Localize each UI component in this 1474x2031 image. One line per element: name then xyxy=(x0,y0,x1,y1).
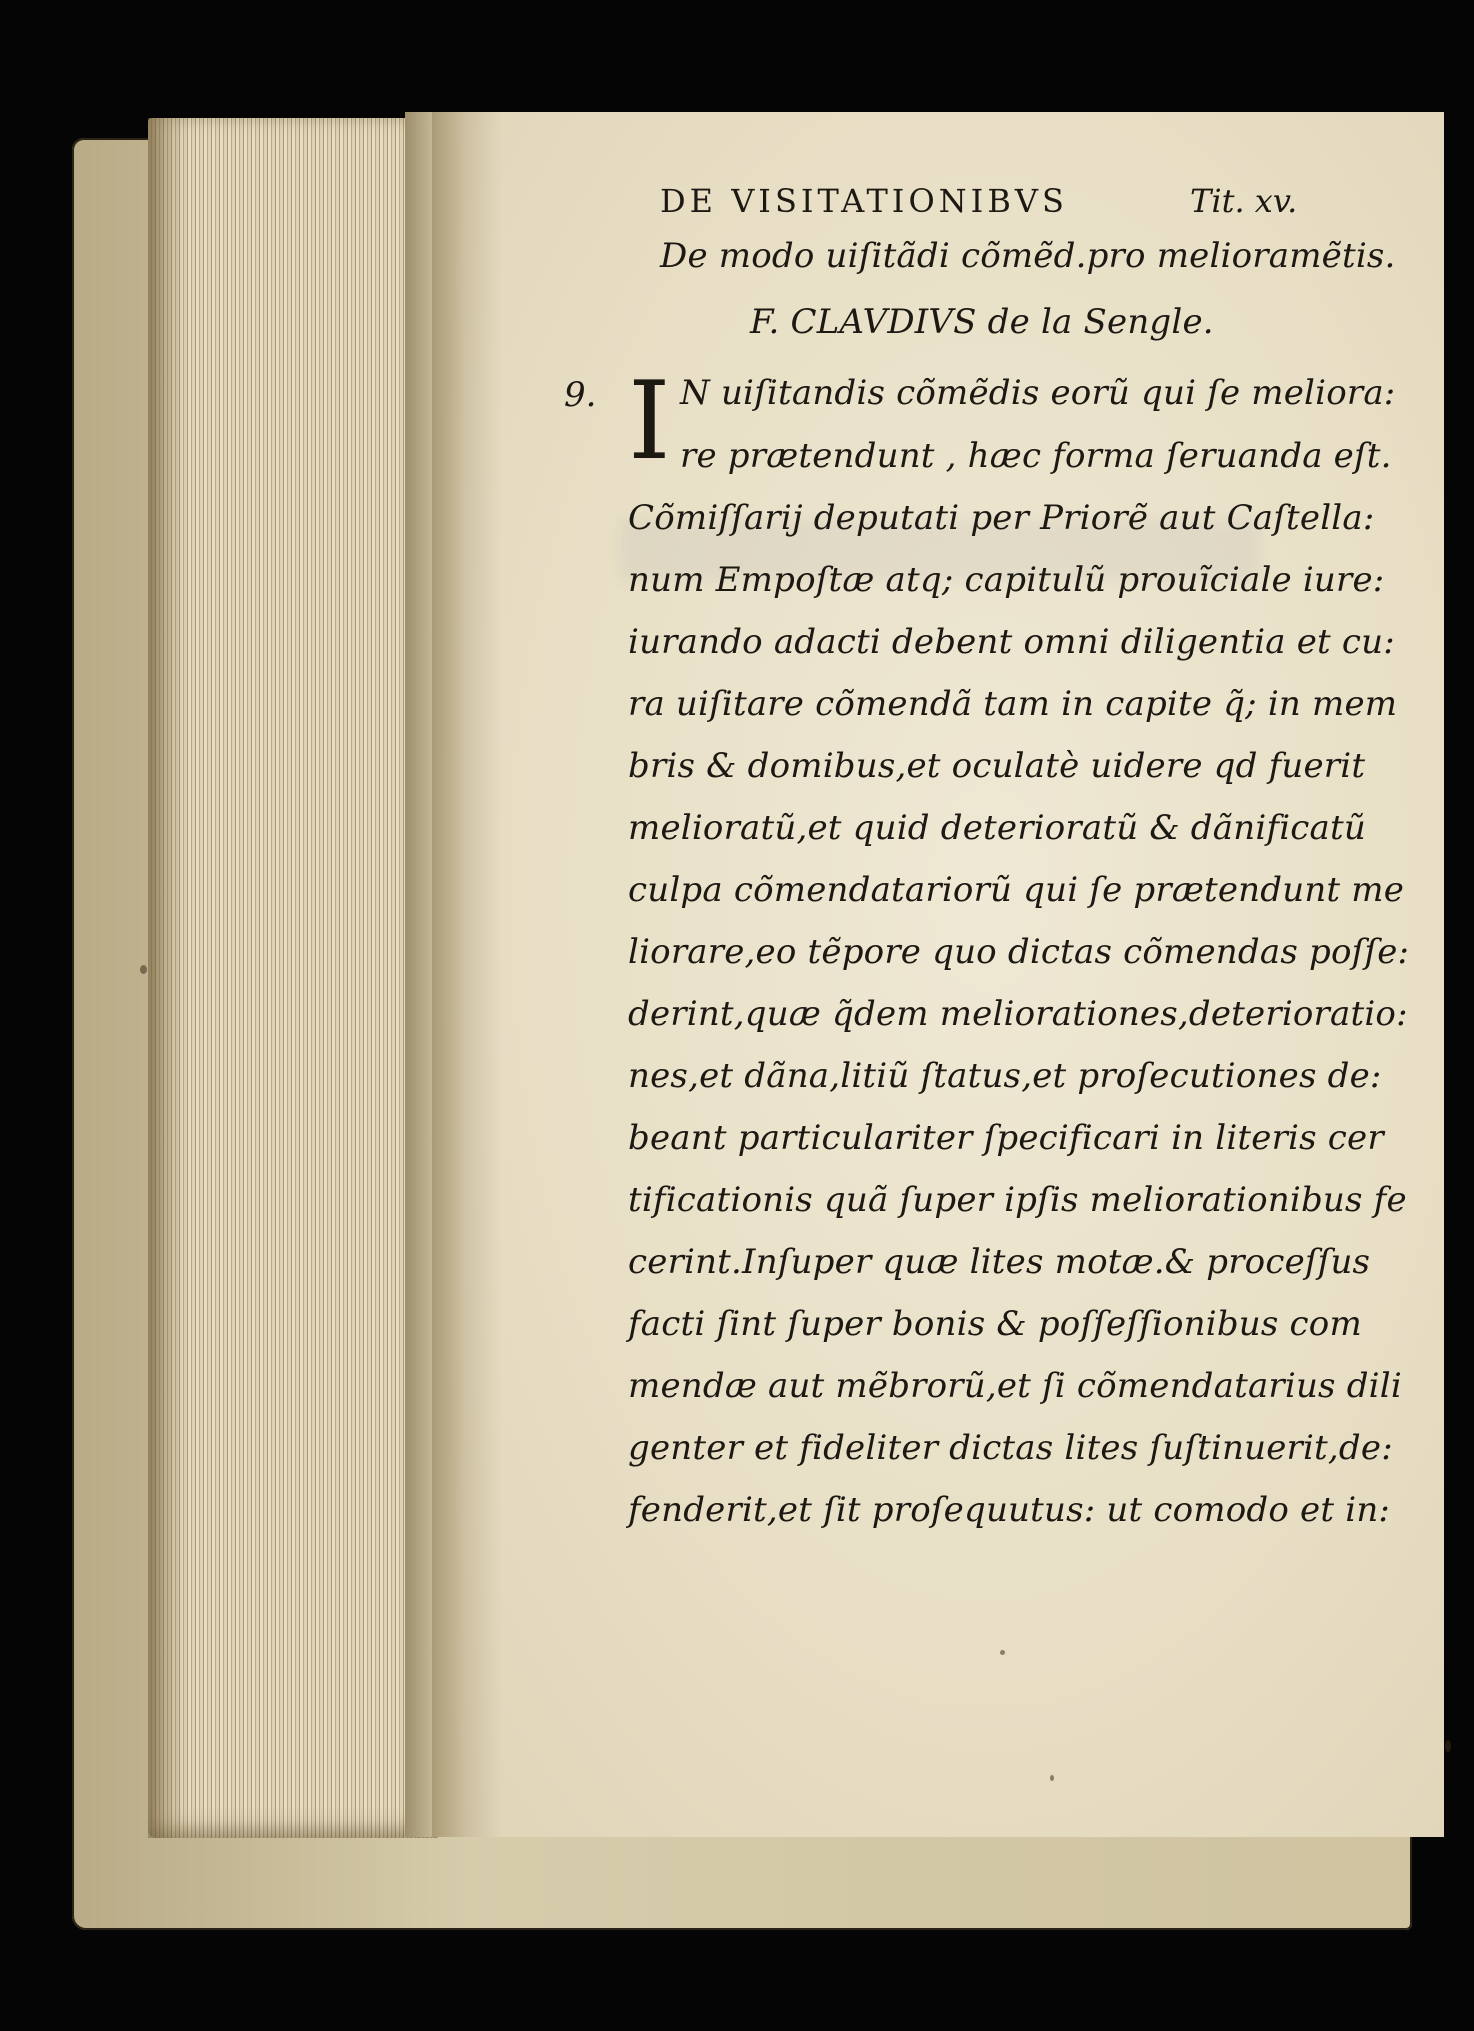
right-page xyxy=(432,112,1444,1837)
section-number: 9. xyxy=(564,375,597,415)
author-line: F. CLAVDIVS de la Sengle. xyxy=(750,302,1214,342)
body-line: num Empoſtæ atq; capitulũ prouĩciale iure: xyxy=(628,560,1385,600)
body-line: melioratũ,et quid deterioratũ & dãnificatũ xyxy=(628,808,1366,848)
body-line: ra uiſitare cõmendã tam in capite q̃; in mem xyxy=(628,684,1398,724)
page-inner-shade xyxy=(432,112,502,1837)
body-line: re prætendunt , hæc forma ſeruanda eſt. xyxy=(680,436,1392,476)
body-line: cerint.Inſuper quæ lites motæ.& proceſſus xyxy=(628,1242,1371,1282)
body-line: tificationis quã ſuper ipſis meliorationibus fe xyxy=(628,1180,1407,1220)
body-line: Cõmiſſarij deputati per Priorẽ aut Caſtella: xyxy=(628,498,1375,538)
body-line: bris & domibus,et oculatè uidere qd fuerit xyxy=(628,746,1366,786)
ink-speck xyxy=(1445,1740,1451,1752)
body-line: fenderit,et ſit proſequutus: ut comodo et in: xyxy=(628,1490,1391,1530)
drop-cap: I xyxy=(628,359,671,484)
running-head-title: DE VISITATIONIBVS xyxy=(660,182,1068,220)
body-line: beant particulariter ſpecificari in literis cer xyxy=(628,1118,1384,1158)
body-line: mendæ aut mẽbrorũ,et ſi cõmendatarius dili xyxy=(628,1366,1402,1406)
page-edges xyxy=(148,118,438,1838)
ink-speck xyxy=(1050,1775,1054,1781)
body-line: liorare,eo tẽpore quo dictas cõmendas poſſe: xyxy=(628,932,1410,972)
body-line: genter et fideliter dictas lites ſuſtinuerit,de: xyxy=(628,1428,1393,1468)
body-line: facti ſint ſuper bonis & poſſeſſionibus com xyxy=(628,1304,1362,1344)
ink-speck xyxy=(1000,1650,1005,1655)
body-line: nes,et dãna,litiũ ſtatus,et proſecutiones de: xyxy=(628,1056,1382,1096)
subtitle-line: De modo uiſitãdi cõmẽd.pro melioramẽtis. xyxy=(660,236,1396,276)
body-line: culpa cõmendatariorũ qui ſe prætendunt me xyxy=(628,870,1405,910)
body-line: derint,quæ q̃dem meliorationes,deterioratio: xyxy=(628,994,1408,1034)
page-edges-shadow xyxy=(148,118,188,1838)
body-line: N uiſitandis cõmẽdis eorũ qui ſe meliora: xyxy=(680,373,1396,413)
running-head-tit: Tit. xv. xyxy=(1190,182,1298,220)
body-line: iurando adacti debent omni diligentia et cu: xyxy=(628,622,1395,662)
ink-speck xyxy=(140,965,147,974)
